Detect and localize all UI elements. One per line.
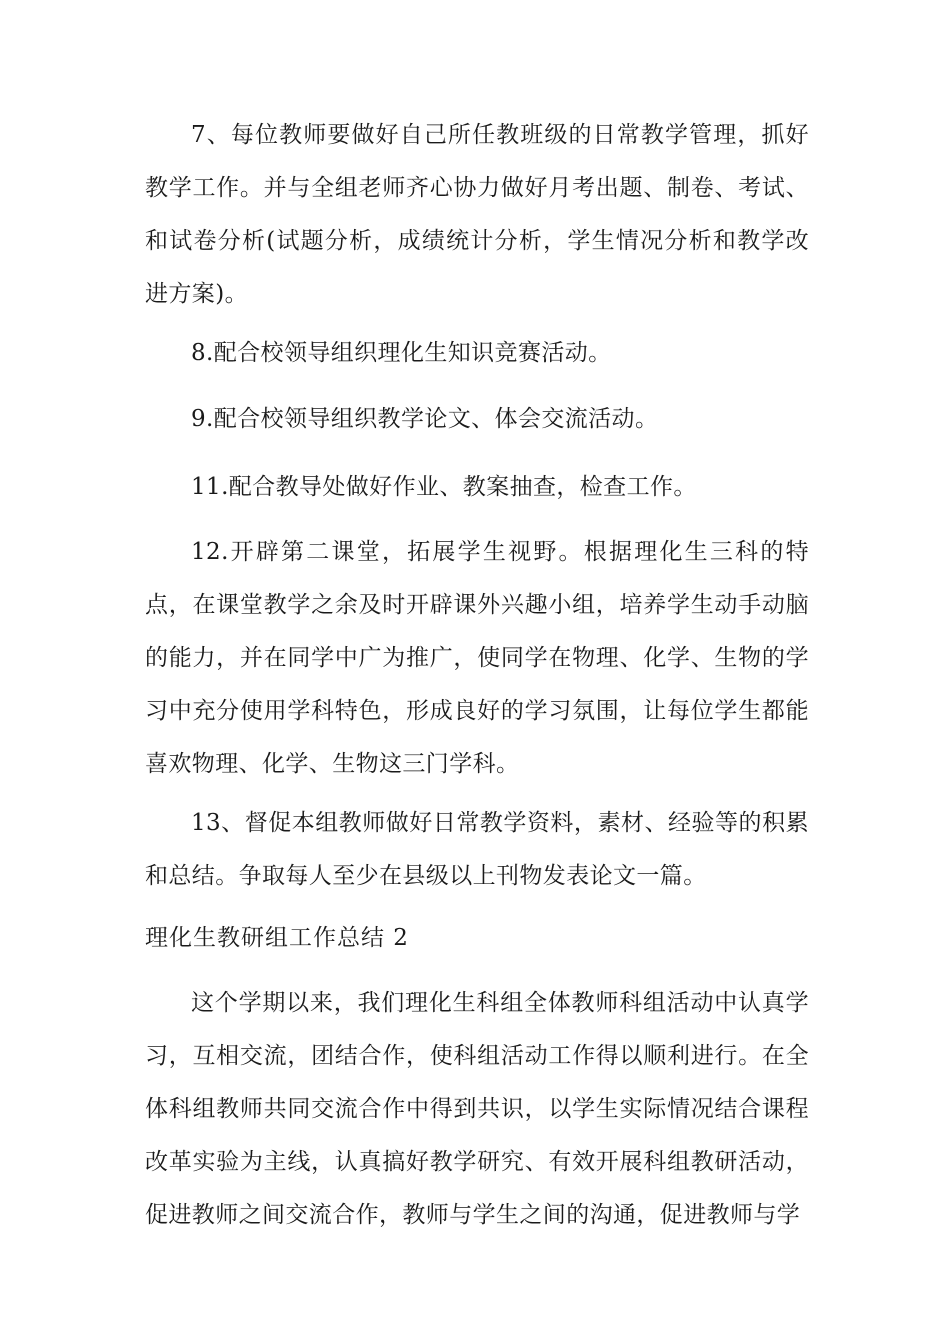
section-heading: 理化生教研组工作总结 2 (145, 925, 409, 951)
summary-paragraph: 这个学期以来，我们理化生科组全体教师科组活动中认真学习，互相交流，团结合作，使科组活动工作得以顺利进行。在全体科组教师共同交流合作中得到共识，以学生实际情况结合课程改革实验为主线，认真搞好教学研究、有效开展科组教研活动，促进教师之间交流合作，教师与学生之间的沟通，促进教师与学 (145, 990, 809, 1228)
paragraph-item-13: 13、督促本组教师做好日常教学资料，素材、经验等的积累和总结。争取每人至少在县级以上刊物发表论文一篇。 (145, 810, 809, 889)
paragraph-item-7: 7、每位教师要做好自己所任教班级的日常教学管理，抓好教学工作。并与全组老师齐心协力做好月考出题、制卷、考试、和试卷分析(试题分析，成绩统计分析，学生情况分析和教学改进方案)。 (145, 122, 809, 307)
paragraph-item-8: 8.配合校领导组织理化生知识竞赛活动。 (191, 340, 612, 366)
paragraph-item-9: 9.配合校领导组织教学论文、体会交流活动。 (191, 406, 659, 432)
paragraph-item-12: 12.开辟第二课堂，拓展学生视野。根据理化生三科的特点，在课堂教学之余及时开辟课外兴趣小组，培养学生动手动脑的能力，并在同学中广为推广，使同学在物理、化学、生物的学习中充分使用学科特色，形成良好的学习氛围，让每位学生都能喜欢物理、化学、生物这三门学科。 (145, 539, 809, 777)
paragraph-item-11: 11.配合教导处做好作业、教案抽查，检查工作。 (191, 474, 697, 500)
